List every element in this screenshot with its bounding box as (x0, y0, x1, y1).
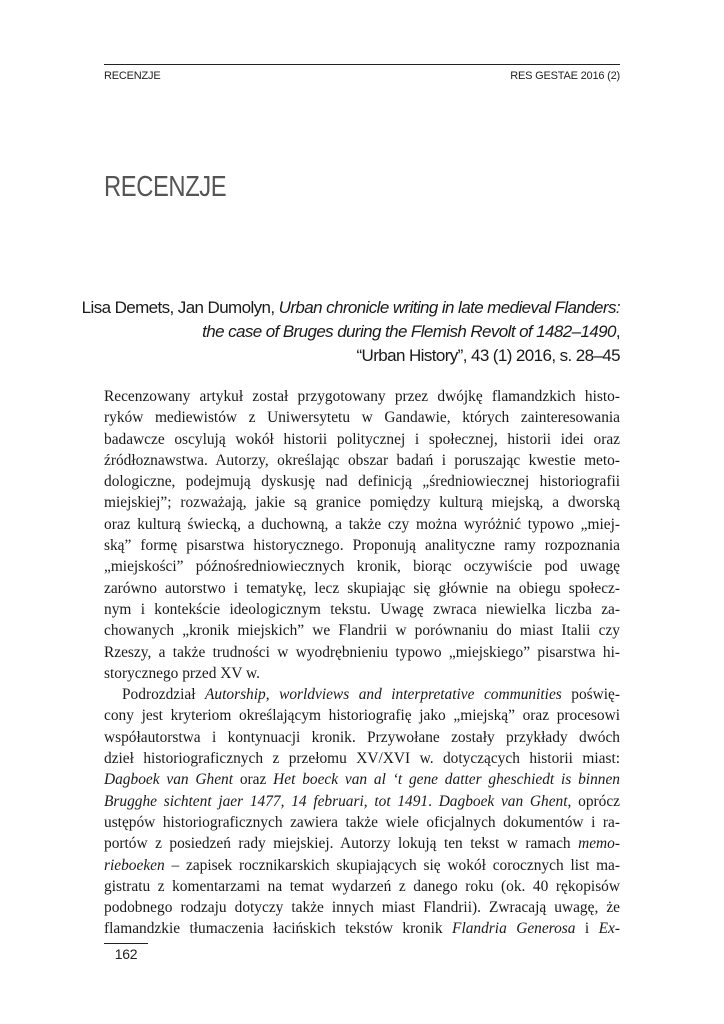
text-run: flamandzkie tłumaczenia łacińskich tekstów kronik (104, 920, 453, 938)
text-run: oraz (233, 771, 274, 789)
italic-run: Dagboek van Ghent (104, 771, 234, 789)
paragraph-line: dologiczne, podejmują dyskusję nad definicją „średniowiecznej historiografii (104, 473, 620, 491)
citation-title-part-2: the case of Bruges during the Flemish Revolt of 1482–1490 (202, 322, 616, 341)
paragraph-line (104, 918, 620, 939)
paragraph-line (104, 855, 620, 876)
paragraph-line: ryków mediewistów z Uniwersytetu w Gandawie, których zainteresowania (104, 409, 620, 427)
paragraph-line (104, 833, 620, 854)
paragraph-line (104, 769, 620, 790)
paragraph-line: storycznego przed XV w. (104, 664, 260, 682)
paragraph-line: gistratu z komentarzami na temat wydarzeń z danego roku (ok. 40 rękopisów (104, 877, 620, 895)
paragraph-line: badawcze oscylują wokół historii politycznej i społecznej, historii idei oraz (104, 430, 620, 448)
citation-journal: “Urban History”, 43 (1) 2016, s. 28–45 (356, 346, 620, 365)
italic-run: Brugghe sichtent jaer 1477, 14 februari, tot 1491 (104, 792, 429, 810)
italic-run: Autorship, worldviews and interpretative communities (205, 686, 562, 704)
text-run: poświę- (561, 686, 620, 704)
paragraph-line: dzieł historiograficznych z przełomu XV/XVI w. dotyczących historii miast: (104, 750, 620, 768)
folio-rule (104, 943, 148, 944)
text-run: – zapisek rocznikarskich skupiających się wokół corocznych list ma- (164, 856, 620, 874)
text-run: Podrozdział (122, 686, 206, 704)
text-run: portów z posiedzeń rady miejskiej. Autorzy lokują ten tekst w ramach (104, 835, 579, 853)
paragraph-1 (104, 386, 620, 684)
paragraph-line: podobnego rodzaju dotyczy także innych miast Flandrii). Zwracają uwagę, że (104, 899, 620, 917)
paragraph-line: oraz kulturą świecką, a duchowną, a także czy można wyróżnić typowo „miej- (104, 515, 620, 533)
page-number: 162 (114, 946, 138, 962)
paragraph-line: nym i kontekście ideologicznym tekstu. Uwagę zwraca niewielka liczba za- (104, 600, 620, 618)
review-body (104, 386, 620, 940)
paragraph-line (104, 684, 620, 705)
italic-run: Het boeck van al ‘t gene datter gheschiedt is binnen (273, 771, 620, 789)
italic-run: Dagboek van Ghent (438, 792, 568, 810)
italic-run: memo- (578, 835, 620, 853)
paragraph-line: miejskiej”; rozważają, jakie są granice pomiędzy kulturą miejską, a dworską (104, 494, 620, 512)
text-run: i (575, 920, 599, 938)
paragraph-line: Rzeszy, a także trudności w wyodrębnieniu typowo „miejskiego” pisarstwa hi- (104, 643, 620, 661)
text-run: . (428, 792, 439, 810)
paragraph-line: współautorstwa i kontynuacji kronik. Przywołane zostały przykłady dwóch (104, 728, 620, 746)
paragraph-line: Recenzowany artykuł został przygotowany przez dwójkę flamandzkich histo- (104, 388, 620, 405)
header-rule (104, 64, 620, 65)
italic-run: Ex- (598, 920, 620, 938)
paragraph-2 (104, 684, 620, 940)
section-title: RECENZJE (104, 171, 227, 204)
text-run: , oprócz (567, 792, 620, 810)
italic-run: rieboeken (104, 856, 165, 874)
running-head-left: RECENZJE (104, 70, 161, 82)
paragraph-line: ustępów historiograficznych zawiera także wiele oficjalnych dokumentów i ra- (104, 813, 620, 831)
paragraph-line: ską” formę pisarstwa historycznego. Proponują analityczne ramy rozpoznania (104, 537, 620, 555)
paragraph-line: zarówno autorstwo i tematykę, lecz skupiając się głównie na obiegu społecz- (104, 579, 620, 597)
citation-authors: Lisa Demets, Jan Dumolyn, (81, 298, 279, 317)
paragraph-line: „miejskości” późnośredniowiecznych kronik, biorąc oczywiście pod uwagę (104, 558, 620, 576)
citation-line-1 (60, 296, 620, 320)
paragraph-line: cony jest kryteriom określającym historiografię jako „miejską” oraz procesowi (104, 707, 620, 725)
paragraph-line: chowanych „kronik miejskich” we Flandrii w porównaniu do miast Italii czy (104, 622, 620, 640)
review-citation (60, 296, 620, 368)
citation-line-2 (60, 320, 620, 344)
paragraph-line (104, 791, 620, 812)
paragraph-line: źródłoznawstwa. Autorzy, określając obszar badań i poruszając kwestie meto- (104, 451, 620, 469)
italic-run: Flandria Generosa (452, 920, 576, 938)
citation-comma: , (615, 322, 620, 341)
citation-title-part-1: Urban chronicle writing in late medieval Flanders: (278, 298, 620, 317)
running-head-right: RES GESTAE 2016 (2) (510, 70, 620, 82)
